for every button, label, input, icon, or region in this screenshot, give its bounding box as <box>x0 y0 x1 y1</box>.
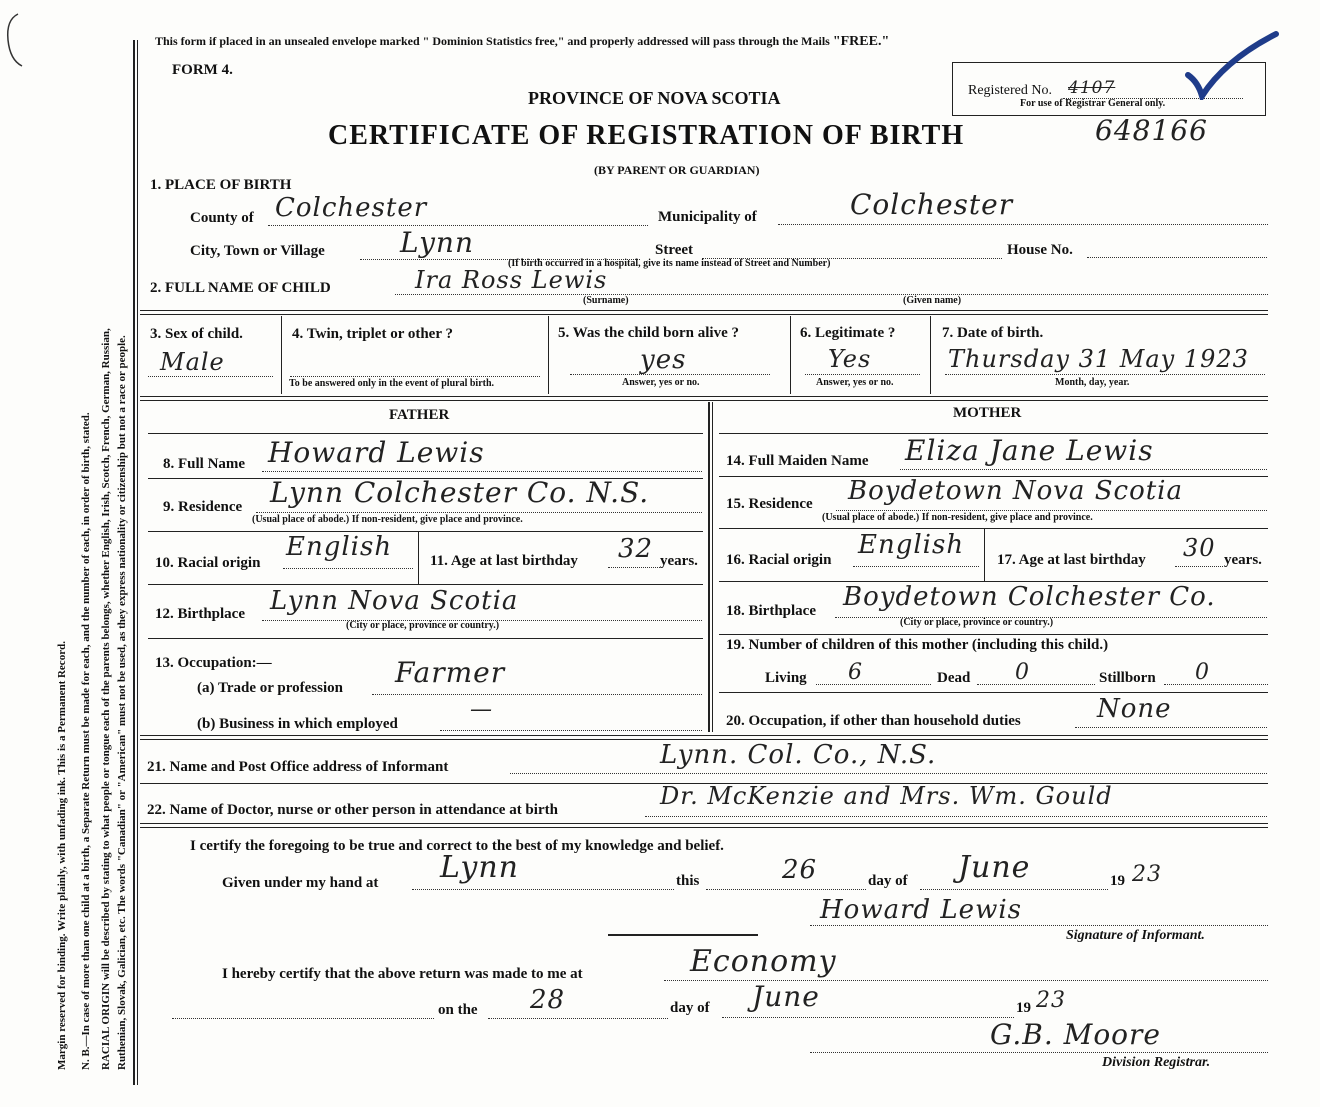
date-of-birth-label: 7. Date of birth. <box>942 325 1044 341</box>
date-of-birth-note: Month, day, year. <box>1055 377 1130 388</box>
registrar-signature-label: Division Registrar. <box>1102 1055 1211 1070</box>
mother-age-line <box>1175 566 1223 567</box>
rule <box>719 634 1268 635</box>
registrar-certify-label: I hereby certify that the above return was made to me at <box>222 966 583 982</box>
margin-note-racial-origin: RACIAL ORIGIN will be described by stating to what people or tongue each of the parents belongs, whether English, Irish, Scotch, French, German, Russian, <box>100 328 112 1070</box>
father-business-label: (b) Business in which employed <box>197 716 398 732</box>
mother-residence-label: 15. Residence <box>726 496 813 512</box>
child-name-label: 2. FULL NAME OF CHILD <box>150 280 331 296</box>
divider <box>548 316 549 394</box>
registrar-lead-line <box>172 1018 434 1019</box>
this-label: this <box>676 873 700 889</box>
father-age-value: 32 <box>618 534 654 564</box>
certify-day-value: 26 <box>782 855 818 885</box>
mother-occupation-value: None <box>1097 694 1172 724</box>
father-birthplace-value: Lynn Nova Scotia <box>270 586 519 616</box>
stillborn-line <box>1164 684 1268 685</box>
divider <box>418 532 419 584</box>
divider <box>790 316 791 394</box>
mother-residence-line <box>836 510 1267 511</box>
dead-value: 0 <box>1015 660 1030 685</box>
given-at-label: Given under my hand at <box>222 875 379 891</box>
registrar-day-value: 28 <box>530 985 566 1015</box>
mother-race-value: English <box>858 530 965 560</box>
living-line <box>816 684 931 685</box>
mother-name-line <box>900 469 1267 470</box>
doctor-value: Dr. McKenzie and Mrs. Wm. Gould <box>660 782 1113 810</box>
stillborn-label: Stillborn <box>1099 670 1156 686</box>
father-name-value: Howard Lewis <box>268 436 485 469</box>
father-residence-note: (Usual place of abode.) If non-resident, give place and province. <box>252 514 523 525</box>
rule <box>148 531 703 532</box>
certify-month-value: June <box>958 850 1031 885</box>
stillborn-value: 0 <box>1195 660 1210 685</box>
registrar-day-of-label: day of <box>670 1000 710 1016</box>
registrar-general-note: For use of Registrar General only. <box>1020 98 1166 109</box>
mother-occupation-label: 20. Occupation, if other than household duties <box>726 713 1021 729</box>
rule <box>719 528 1268 529</box>
father-trade-line <box>372 694 702 695</box>
margin-line <box>133 40 135 1085</box>
children-count-label: 19. Number of children of this mother (including this child.) <box>726 637 1109 653</box>
place-of-birth-label: 1. PLACE OF BIRTH <box>150 177 292 193</box>
form-number: FORM 4. <box>172 62 233 78</box>
mother-age-label: 17. Age at last birthday <box>997 552 1146 568</box>
certify-day-of-label: day of <box>868 873 908 889</box>
mother-name-label: 14. Full Maiden Name <box>726 453 869 469</box>
given-at-value: Lynn <box>440 850 519 885</box>
mother-age-value: 30 <box>1183 534 1216 562</box>
legitimate-label: 6. Legitimate ? <box>800 325 896 341</box>
registrar-month-line <box>722 1017 1014 1018</box>
rule <box>719 692 1268 693</box>
certificate-subtitle: (BY PARENT OR GUARDIAN) <box>594 163 760 177</box>
father-name-line <box>262 471 702 472</box>
father-trade-value: Farmer <box>395 656 506 689</box>
informant-value: Lynn. Col. Co., N.S. <box>660 740 937 770</box>
rule-after-details <box>140 396 1268 401</box>
mother-birthplace-note: (City or place, province or country.) <box>900 617 1054 628</box>
corner-mark-icon <box>0 10 30 70</box>
certify-statement: I certify the foregoing to be true and correct to the best of my knowledge and belief. <box>190 838 724 854</box>
center-divider-inner <box>712 402 713 732</box>
registrar-signature: G.B. Moore <box>990 1018 1161 1051</box>
twin-label: 4. Twin, triplet or other ? <box>292 326 453 342</box>
street-note: (If birth occurred in a hospital, give its name instead of Street and Number) <box>508 258 831 269</box>
born-alive-label: 5. Was the child born alive ? <box>558 325 739 341</box>
registered-number-label: Registered No. <box>968 83 1052 98</box>
mother-residence-value: Boydetown Nova Scotia <box>848 476 1183 506</box>
margin-note-racial-origin-cont: Ruthenian, Slovak, Galician, etc. The words "Canadian" or "American" must not be used, as they express nationality or citizenship but not a race or people. <box>116 335 128 1070</box>
mother-birthplace-label: 18. Birthplace <box>726 603 816 619</box>
margin-note-multiple-births: N. B.—In case of more than one child at a birth, a Separate Return must be made for each, and the number of each, in order of birth, stated. <box>80 412 92 1070</box>
sex-label: 3. Sex of child. <box>150 326 243 342</box>
surname-note: (Surname) <box>583 295 629 306</box>
legitimate-line <box>805 374 920 375</box>
mother-heading: MOTHER <box>953 405 1022 421</box>
father-age-line <box>608 567 660 568</box>
child-name-line <box>395 294 1268 295</box>
informant-label: 21. Name and Post Office address of Informant <box>147 759 449 775</box>
father-birthplace-note: (City or place, province or country.) <box>346 620 500 631</box>
legitimate-note: Answer, yes or no. <box>816 377 894 388</box>
certify-year-value: 23 <box>1132 862 1162 887</box>
date-of-birth-line <box>945 374 1265 375</box>
short-rule <box>608 934 758 936</box>
informant-signature-line <box>810 925 1268 926</box>
mail-notice: This form if placed in an unsealed envelope marked " Dominion Statistics free," and properly addressed will pass through the Mails "FREE." <box>155 34 890 49</box>
father-residence-label: 9. Residence <box>163 499 243 515</box>
father-residence-line <box>256 512 702 513</box>
father-years-label: years. <box>660 553 698 569</box>
city-value: Lynn <box>400 226 474 259</box>
twin-note: To be answered only in the event of plural birth. <box>289 378 495 389</box>
father-residence-value: Lynn Colchester Co. N.S. <box>270 476 650 509</box>
county-value: Colchester <box>275 193 428 223</box>
registrar-place-value: Economy <box>690 944 837 979</box>
certify-month-line <box>920 889 1108 890</box>
father-heading: FATHER <box>389 407 450 423</box>
registrar-year-value: 23 <box>1036 988 1066 1013</box>
born-alive-value: yes <box>640 345 687 375</box>
mother-race-line <box>853 566 979 567</box>
check-mark-icon <box>1180 30 1280 100</box>
father-business-line <box>440 730 702 731</box>
mother-years-label: years. <box>1224 552 1262 568</box>
father-business-value: — <box>470 697 493 722</box>
father-head-rule <box>148 433 703 434</box>
county-label: County of <box>190 210 254 226</box>
doctor-line <box>645 816 1267 817</box>
province-heading: PROVINCE OF NOVA SCOTIA <box>528 88 781 108</box>
legitimate-value: Yes <box>828 345 872 373</box>
street-label: Street <box>655 242 694 258</box>
registrar-day-line <box>488 1018 668 1019</box>
registrar-signature-line <box>810 1052 1268 1053</box>
certify-year-prefix: 19 <box>1110 873 1125 889</box>
rule-after-name <box>140 310 1268 315</box>
father-name-label: 8. Full Name <box>163 456 246 472</box>
child-name-value: Ira Ross Lewis <box>415 266 608 294</box>
father-trade-label: (a) Trade or profession <box>197 680 343 696</box>
mother-residence-note: (Usual place of abode.) If non-resident, give place and province. <box>822 512 1093 523</box>
city-label: City, Town or Village <box>190 243 325 259</box>
dead-line <box>977 684 1095 685</box>
rule <box>148 638 703 639</box>
rule-after-doctor <box>140 823 1268 828</box>
mother-race-label: 16. Racial origin <box>726 552 832 568</box>
municipality-value: Colchester <box>850 188 1014 221</box>
center-divider <box>708 402 710 732</box>
doctor-label: 22. Name of Doctor, nurse or other person in attendance at birth <box>147 802 558 818</box>
divider <box>930 316 931 394</box>
living-label: Living <box>765 670 807 686</box>
rule <box>148 584 703 585</box>
mother-occupation-line <box>1075 727 1267 728</box>
informant-signature-label: Signature of Informant. <box>1066 928 1205 943</box>
registered-number-struck: 4107 <box>1068 78 1116 98</box>
given-name-note: (Given name) <box>903 295 962 306</box>
house-number-label: House No. <box>1007 242 1073 258</box>
living-value: 6 <box>848 660 863 685</box>
given-at-line <box>412 889 674 890</box>
house-number-line <box>1087 257 1267 258</box>
mother-name-value: Eliza Jane Lewis <box>905 434 1154 467</box>
municipality-line <box>778 224 1268 225</box>
margin-note-binding: Margin reserved for binding. Write plainly, with unfading ink. This is a Permanent Record. <box>56 641 68 1070</box>
born-alive-line <box>570 374 770 375</box>
certify-day-line <box>706 889 866 890</box>
sex-value: Male <box>160 348 225 376</box>
divider <box>281 316 282 394</box>
informant-line <box>510 773 1267 774</box>
father-race-value: English <box>286 532 393 562</box>
twin-line <box>290 376 540 377</box>
margin-line-inner <box>137 40 138 1085</box>
sex-line <box>148 376 273 377</box>
registrar-year-prefix: 19 <box>1016 1000 1031 1016</box>
father-age-label: 11. Age at last birthday <box>430 553 578 569</box>
born-alive-note: Answer, yes or no. <box>622 377 700 388</box>
father-race-label: 10. Racial origin <box>155 555 261 571</box>
registrar-month-value: June <box>752 980 820 1013</box>
registrar-on-label: on the <box>438 1002 478 1018</box>
divider <box>984 528 985 581</box>
mother-birthplace-value: Boydetown Colchester Co. <box>843 582 1216 612</box>
date-of-birth-value: Thursday 31 May 1923 <box>948 345 1249 373</box>
dead-label: Dead <box>937 670 971 686</box>
father-race-line <box>283 568 413 569</box>
municipality-label: Municipality of <box>658 209 757 225</box>
certificate-title: CERTIFICATE OF REGISTRATION OF BIRTH <box>328 120 965 151</box>
father-occupation-label: 13. Occupation:— <box>155 655 272 671</box>
informant-signature: Howard Lewis <box>820 895 1022 925</box>
certificate-number: 648166 <box>1095 114 1208 147</box>
father-birthplace-label: 12. Birthplace <box>155 606 245 622</box>
